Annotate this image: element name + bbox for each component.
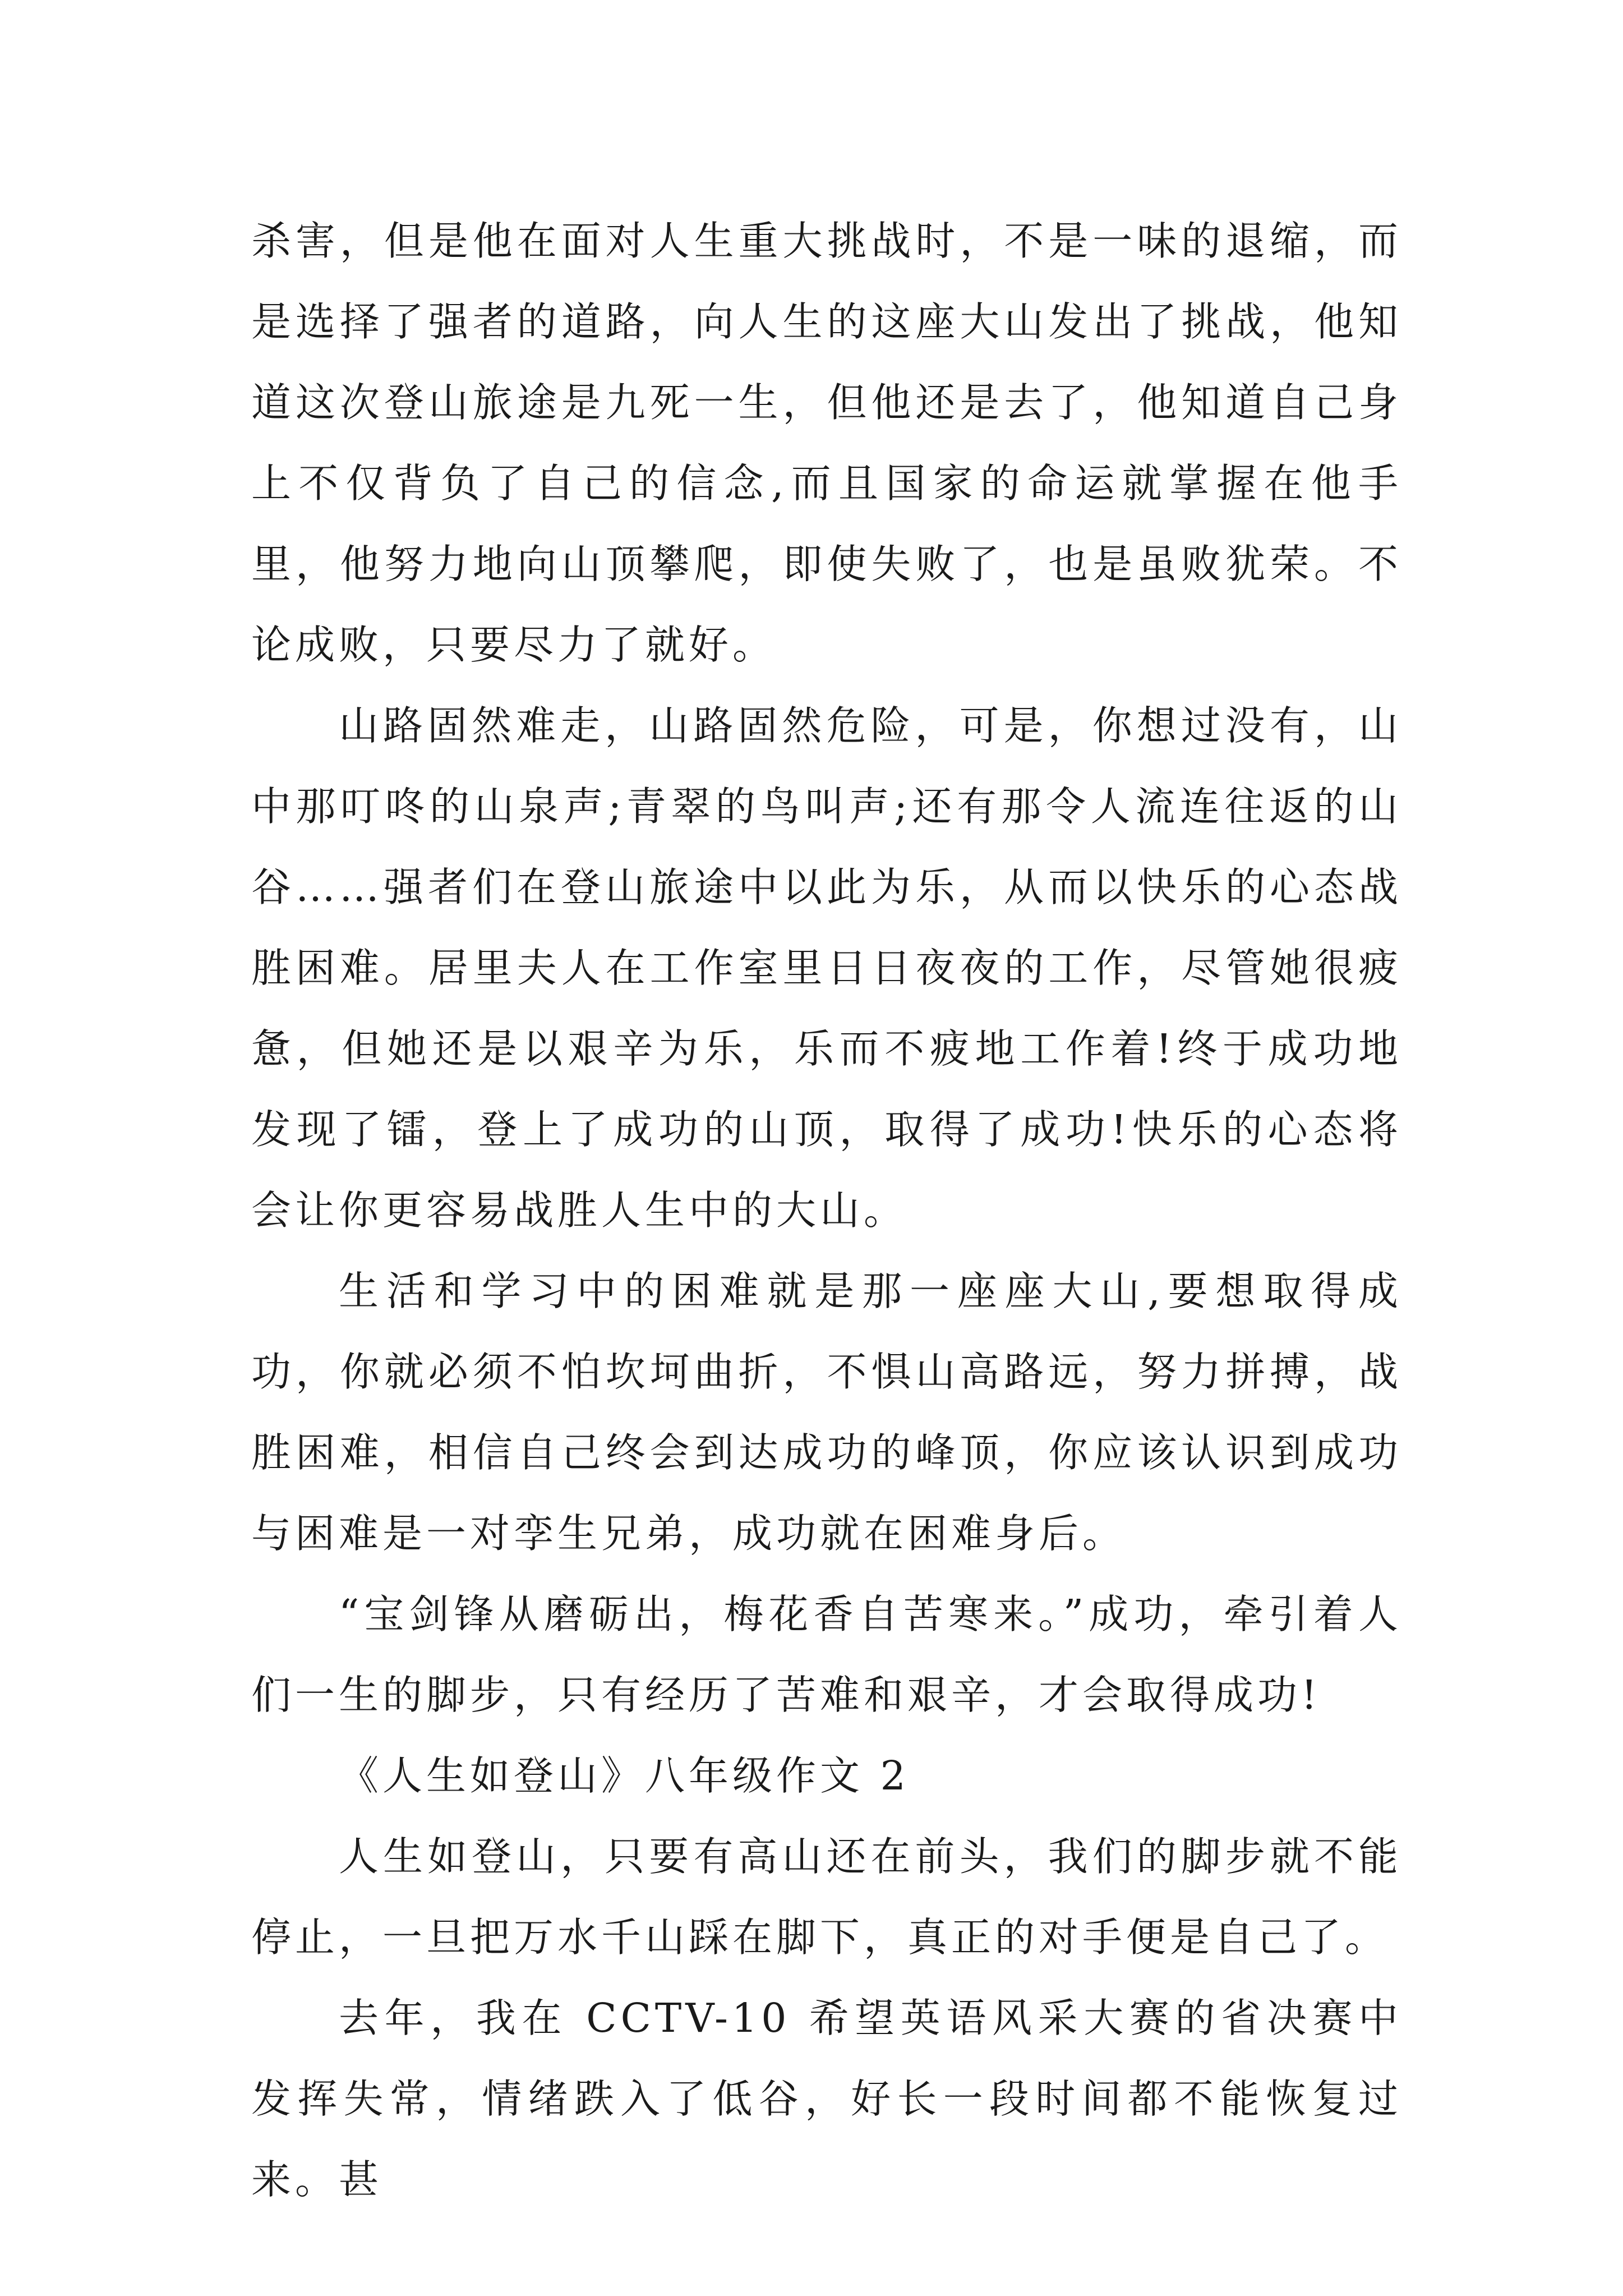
- paragraph-2: 山路固然难走，山路固然危险，可是，你想过没有，山中那叮咚的山泉声;青翠的鸟叫声;还有那令人流连往返的山谷……强者们在登山旅途中以此为乐，从而以快乐的心态战胜困难。居里夫人在工作室里日日夜夜的工作，尽管她很疲惫，但她还是以艰辛为乐，乐而不疲地工作着!终于成功地发现了镭，登上了成功的山顶，取得了成功!快乐的心态将会让你更容易战胜人生中的大山。: [251, 702, 1402, 1234]
- essay-body: [251, 201, 1402, 2220]
- paragraph-1: 杀害，但是他在面对人生重大挑战时，不是一味的退缩，而是选择了强者的道路，向人生的这座大山发出了挑战，他知道这次登山旅途是九死一生，但他还是去了，他知道自己身上不仅背负了自己的信念,而且国家的命运就掌握在他手里，他努力地向山顶攀爬，即使失败了，也是虽败犹荣。不论成败，只要尽力了就好。: [251, 218, 1402, 668]
- essay-title-2: 《人生如登山》八年级作文 2: [339, 1752, 910, 1799]
- paragraph-5: 人生如登山，只要有高山还在前头，我们的脚步就不能停止，一旦把万水千山踩在脚下，真正的对手便是自己了。: [251, 1833, 1402, 1961]
- paragraph-3: 生活和学习中的困难就是那一座座大山,要想取得成功，你就必须不怕坎坷曲折，不惧山高路远，努力拼搏，战胜困难，相信自己终会到达成功的峰顶，你应该认识到成功与困难是一对孪生兄弟，成功就在困难身后。: [251, 1268, 1402, 1557]
- paragraph-4-quote: “宝剑锋从磨砺出，梅花香自苦寒来。”成功，牵引着人们一生的脚步，只有经历了苦难和艰辛，才会取得成功!: [251, 1591, 1402, 1718]
- paragraph-6: 去年，我在 CCTV-10 希望英语风采大赛的省决赛中发挥失常，情绪跌入了低谷，好长一段时间都不能恢复过来。甚: [251, 1995, 1402, 2203]
